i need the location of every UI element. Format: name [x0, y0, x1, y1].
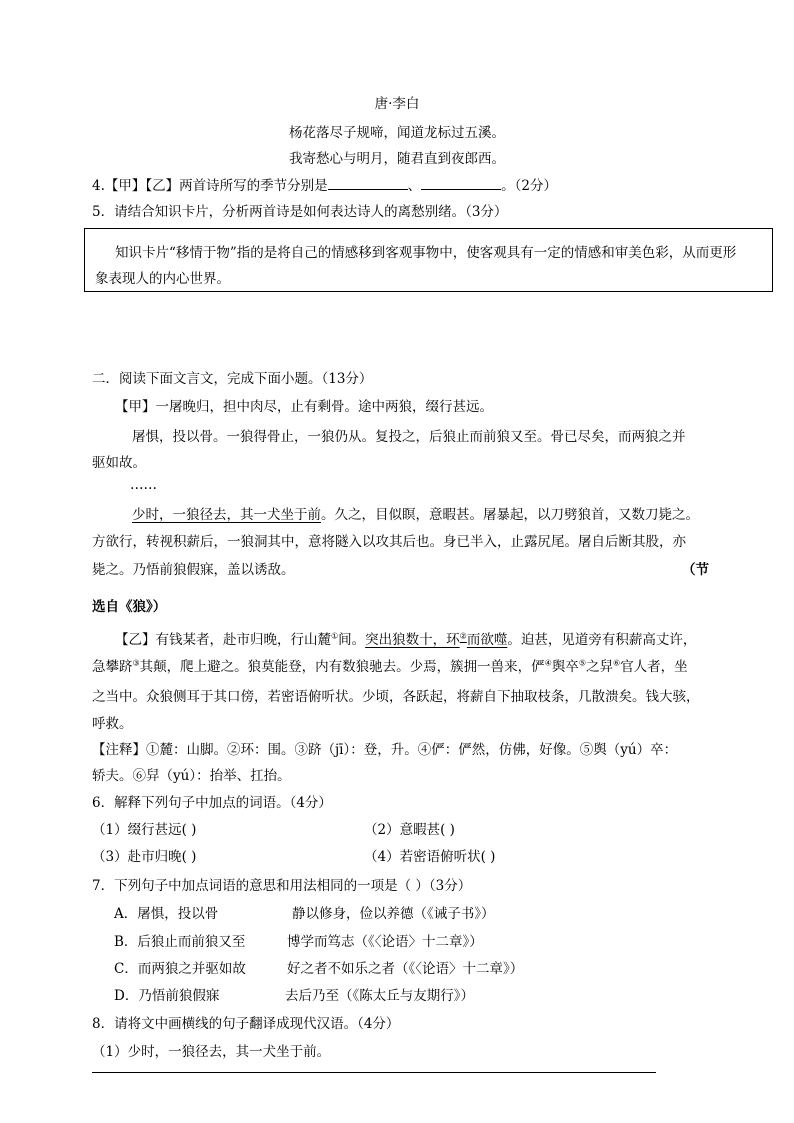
q7-option-c-compare: 好之者不如乐之者（《〈论语〉十二章》） [287, 961, 524, 977]
note-marker-5: ⑤ [578, 658, 587, 668]
q7-option-a-compare: 静以修身，俭以养德（《诫子书》） [292, 906, 495, 922]
knowledge-card-line-1: 知识卡片“移情于物”指的是将自己的情感移到客观事物中，使客观具有一定的情感和审美色彩，从而更形 [115, 245, 737, 261]
yi-underline-1: 突出狼数十，环 [365, 632, 460, 648]
q7-option-d: D．乃悟前狼假寐 [114, 988, 220, 1004]
underlined-sentence: 少时，一狼径去，其一犬坐于前 [132, 507, 321, 523]
q7-option-b-compare: 博学而笃志（《〈论语〉十二章》） [287, 934, 483, 950]
passage-jia-p1: 【甲】一屠晚归，担中肉尽，止有剩骨。途中两狼，缀行甚远。 [115, 399, 493, 415]
yi-l2-d: 之舁 [586, 659, 614, 675]
yi-l1-end: 。迫甚，见道旁有积薪高丈许， [507, 632, 697, 648]
knowledge-card-box [84, 228, 773, 292]
passage-yi-line-3: 之当中。众狼侧耳于其口傍，若密语俯听状。少顷，各跃起，将薪自下抽取枝条，几散溃矣。钱大骇， [92, 689, 700, 705]
passage-jia-p3 [132, 503, 699, 523]
yi-underline-2: 而欲噬 [466, 632, 508, 648]
question-4 [92, 174, 557, 194]
source-note-b: 选自《狼》） [92, 599, 167, 615]
yi-l1-pre: 【乙】有钱某者，赴市归晚，行山麓 [115, 632, 331, 648]
passage-jia-p3b: 方欲行，转视积薪后，一狼洞其中，意将隧入以攻其后也。身已半入，止露尻尾。屠自后断其股，亦 [92, 534, 686, 550]
q8-item-1: （1）少时，一狼径去，其一犬坐于前。 [92, 1044, 331, 1060]
yi-l2-a: 急攀跻 [92, 659, 133, 675]
q7-option-a: A．屠惧，投以骨 [114, 906, 219, 922]
source-note-a: （节 [682, 562, 709, 578]
section-2-heading: 二．阅读下面文言文，完成下面小题。（13分） [92, 371, 373, 387]
q4-blank-1 [328, 177, 408, 190]
note-marker-4: ④ [544, 658, 552, 668]
q7-option-b: B．后狼止而前狼又至 [114, 934, 246, 950]
yi-l1-mid: 间。 [338, 632, 366, 648]
q8-answer-line [92, 1072, 656, 1073]
notes-line-1: 【注释】①麓：山脚。②环：围。③跻（jī）：登，升。④俨：俨然，仿佛，好像。⑤舆（yú）卒： [92, 742, 678, 758]
poem-author: 唐·李白 [374, 96, 420, 112]
passage-yi-line-2 [92, 655, 688, 675]
q7-option-d-compare: 去后乃至（《陈太丘与友期行》） [285, 988, 474, 1004]
question-8-stem: 8．请将文中画横线的句子翻译成现代汉语。（4分） [92, 1016, 400, 1032]
note-marker-6: ⑥ [613, 658, 621, 668]
question-7-stem: 7．下列句子中加点词语的意思和用法相同的一项是（ ）（3分） [92, 878, 472, 894]
yi-l2-e: 官人者，坐 [620, 659, 688, 675]
poem-line-1: 杨花落尽子规啼，闻道龙标过五溪。 [289, 125, 505, 141]
q6-item-1: （1）缀行甚远( ) [92, 822, 197, 838]
q4-separator: 、 [407, 178, 422, 194]
note-marker-2: ② [459, 631, 467, 641]
yi-l2-b: 其颠，爬上避之。狼莫能登，内有数狼驰去。少焉，簇拥一兽来，俨 [139, 659, 545, 675]
passage-ellipsis: …… [130, 477, 157, 493]
yi-l2-c: 舆卒 [551, 659, 579, 675]
q6-item-4: （4）若密语俯听状( ) [364, 849, 496, 865]
passage-jia-p3c: 毙之。乃悟前狼假寐，盖以诱敌。 [92, 562, 295, 578]
note-marker-3: ③ [132, 658, 140, 668]
question-6-stem: 6．解释下列句子中加点的词语。（4分） [92, 795, 332, 811]
question-5: 5．请结合知识卡片，分析两首诗是如何表达诗人的离愁别绪。（3分） [92, 204, 508, 220]
notes-line-2: 轿夫。⑥舁（yú）：抬举、扛抬。 [92, 768, 291, 784]
q6-item-2: （2）意暇甚( ) [364, 822, 455, 838]
note-marker-1: ① [331, 631, 339, 641]
passage-yi-line-4: 呼救。 [92, 716, 133, 732]
poem-line-2: 我寄愁心与明月，随君直到夜郎西。 [289, 151, 505, 167]
q4-prefix: 4.【甲】【乙】两首诗所写的季节分别是 [92, 178, 328, 194]
passage-jia-p2a: 屠惧，投以骨。一狼得骨止，一狼仍从。复投之，后狼止而前狼又至。骨已尽矣，而两狼之并 [132, 429, 686, 445]
passage-yi-line-1 [115, 628, 696, 648]
passage-jia-p2b: 驱如故。 [92, 455, 146, 471]
knowledge-card-line-2: 象表现人的内心世界。 [95, 271, 230, 287]
passage-jia-p3-rest: 。久之，目似瞑，意暇甚。屠暴起，以刀劈狼首，又数刀毙之。 [321, 507, 699, 523]
q6-item-3: （3）赴市归晚( ) [92, 849, 197, 865]
q4-blank-2 [421, 177, 501, 190]
q7-option-c: C．而两狼之并驱如故 [114, 961, 246, 977]
q4-suffix: 。（2分） [501, 178, 557, 194]
